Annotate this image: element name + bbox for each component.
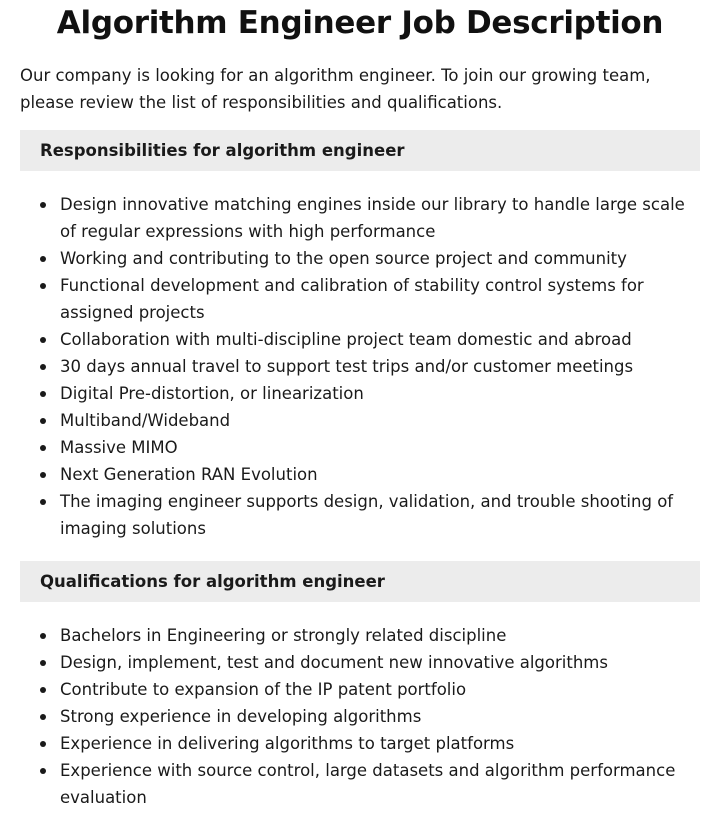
bullet-icon <box>40 391 46 397</box>
responsibility-item <box>20 245 700 272</box>
responsibility-item <box>20 488 700 542</box>
bullet-icon <box>40 687 46 693</box>
responsibility-text: The imaging engineer supports design, validation, and trouble shooting of imaging solutions <box>60 492 674 538</box>
responsibility-item <box>20 461 700 488</box>
bullet-icon <box>40 660 46 666</box>
responsibility-item <box>20 191 700 245</box>
responsibility-text: Design innovative matching engines inside our library to handle large scale of regular expressions with high performance <box>60 195 685 241</box>
intro-paragraph: Our company is looking for an algorithm engineer. To join our growing team, please review the list of responsibilities and qualifications. <box>20 66 651 112</box>
qualification-item <box>20 649 700 676</box>
qualification-text: Experience in delivering algorithms to target platforms <box>60 734 515 753</box>
bullet-icon <box>40 337 46 343</box>
bullet-icon <box>40 499 46 505</box>
responsibility-text: Massive MIMO <box>60 438 178 457</box>
bullet-icon <box>40 741 46 747</box>
qualifications-list <box>20 622 700 811</box>
qualification-item <box>20 757 700 811</box>
bullet-icon <box>40 768 46 774</box>
qualification-item <box>20 703 700 730</box>
responsibility-item <box>20 407 700 434</box>
responsibility-item <box>20 380 700 407</box>
responsibility-text: Next Generation RAN Evolution <box>60 465 318 484</box>
bullet-icon <box>40 202 46 208</box>
responsibilities-list <box>20 191 700 542</box>
qualification-item <box>20 676 700 703</box>
responsibility-item <box>20 434 700 461</box>
responsibility-text: Functional development and calibration of stability control systems for assigned projects <box>60 276 644 322</box>
bullet-icon <box>40 445 46 451</box>
bullet-icon <box>40 633 46 639</box>
responsibility-item <box>20 353 700 380</box>
qualification-item <box>20 622 700 649</box>
responsibility-text: Multiband/Wideband <box>60 411 231 430</box>
qualification-text: Strong experience in developing algorithms <box>60 707 422 726</box>
qualification-text: Experience with source control, large datasets and algorithm performance evaluation <box>60 761 676 807</box>
responsibility-text: Digital Pre-distortion, or linearization <box>60 384 364 403</box>
qualification-item <box>20 730 700 757</box>
bullet-icon <box>40 364 46 370</box>
responsibility-item <box>20 326 700 353</box>
qualification-text: Design, implement, test and document new innovative algorithms <box>60 653 608 672</box>
bullet-icon <box>40 418 46 424</box>
responsibilities-heading: Responsibilities for algorithm engineer <box>20 130 700 171</box>
bullet-icon <box>40 714 46 720</box>
responsibility-item <box>20 272 700 326</box>
bullet-icon <box>40 283 46 289</box>
qualifications-heading: Qualifications for algorithm engineer <box>20 561 700 602</box>
page-title: Algorithm Engineer Job Description <box>56 5 664 41</box>
responsibility-text: Collaboration with multi-discipline project team domestic and abroad <box>60 330 632 349</box>
bullet-icon <box>40 472 46 478</box>
qualification-text: Bachelors in Engineering or strongly related discipline <box>60 626 507 645</box>
responsibility-text: 30 days annual travel to support test trips and/or customer meetings <box>60 357 634 376</box>
qualification-text: Contribute to expansion of the IP patent portfolio <box>60 680 467 699</box>
bullet-icon <box>40 256 46 262</box>
responsibility-text: Working and contributing to the open source project and community <box>60 249 627 268</box>
